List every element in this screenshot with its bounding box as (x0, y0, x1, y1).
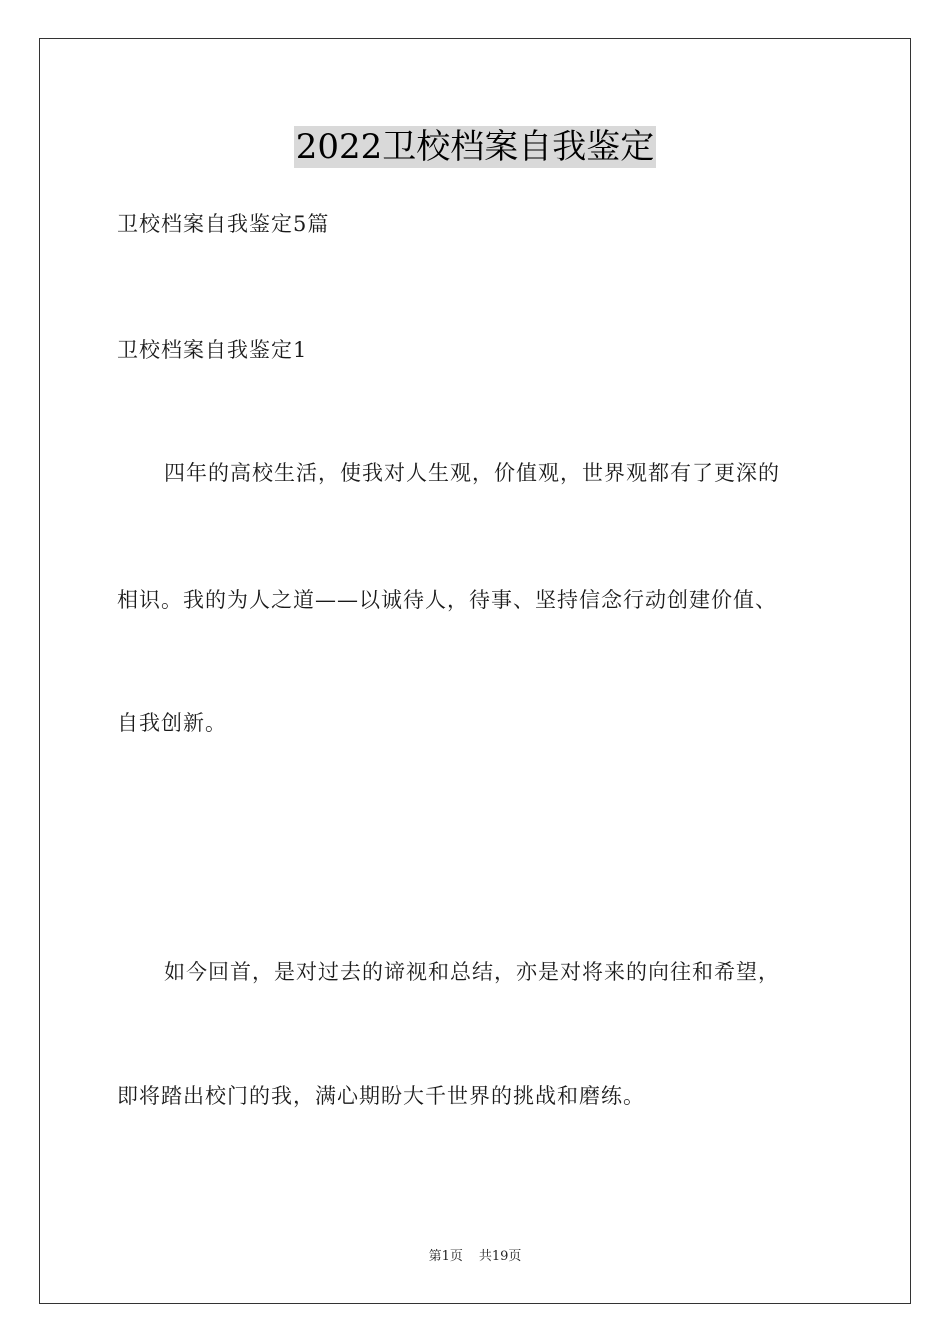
paragraph-2-line-1: 如今回首，是对过去的谛视和总结，亦是对将来的向往和希望， (164, 960, 780, 984)
section-heading: 卫校档案自我鉴定1 (117, 338, 308, 362)
paragraph-2-line-2: 即将踏出校门的我，满心期盼大千世界的挑战和磨练。 (117, 1084, 645, 1108)
paragraph-1-line-2: 相识。我的为人之道——以诚待人，待事、坚持信念行动创建价值、 (117, 588, 777, 612)
page-number-current: 第1页 (428, 1249, 463, 1264)
title-container (0, 126, 950, 168)
document-title: 2022卫校档案自我鉴定 (295, 127, 655, 167)
page-footer (0, 1248, 950, 1266)
paragraph-1-line-3: 自我创新。 (117, 711, 227, 735)
page-number-total: 共19页 (478, 1249, 522, 1264)
paragraph-1-line-1: 四年的高校生活，使我对人生观，价值观，世界观都有了更深的 (164, 461, 780, 485)
document-subtitle: 卫校档案自我鉴定5篇 (117, 212, 330, 236)
